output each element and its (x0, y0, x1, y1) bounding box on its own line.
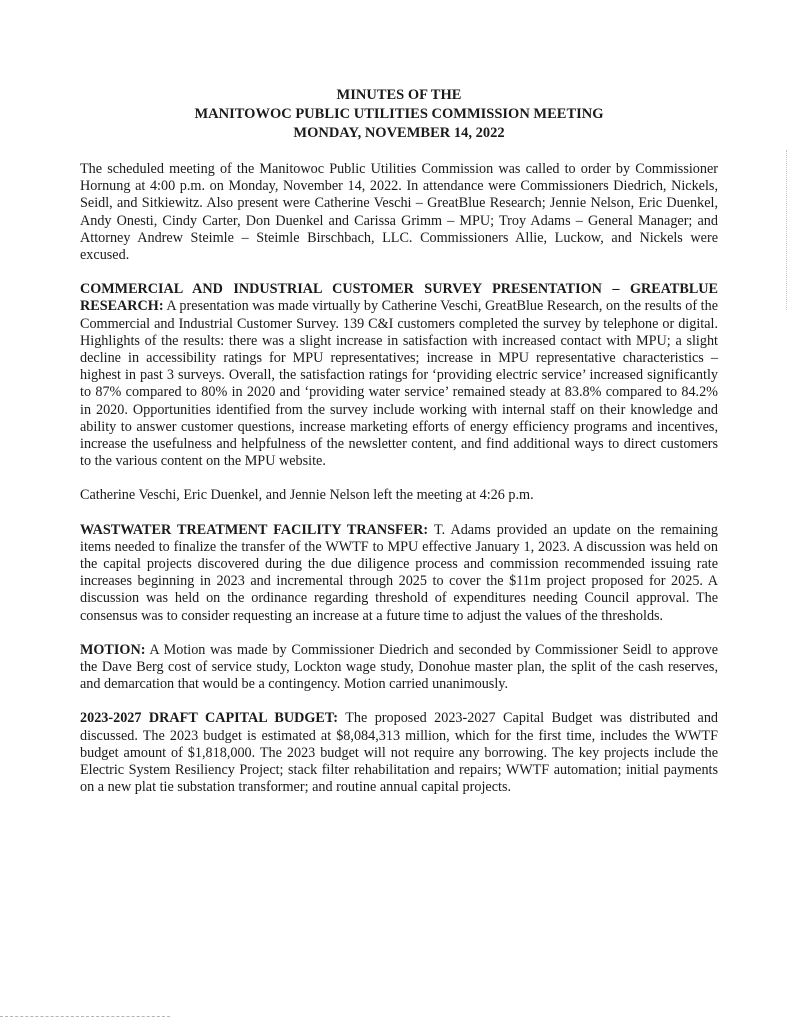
left-meeting-paragraph: Catherine Veschi, Eric Duenkel, and Jennie Nelson left the meeting at 4:26 p.m. (80, 487, 534, 504)
intro-paragraph: The scheduled meeting of the Manitowoc Public Utilities Commission was called to order by Commissioner Hornung at 4:00 p.m. on Monday, November 14, 2022. In attendance were Commissioners Diedrich, Nickels, Seidl, and Sitkiewitz. Also present were Catherine Veschi – GreatBlue Research; Jennie Nelson, Eric Duenkel, Andy Onesti, Cindy Carter, Don Duenkel and Carissa Grimm – MPU; Troy Adams – General Manager; and Attorney Andrew Steimle – Steimle Birschbach, LLC. Commissioners Allie, Luckow, and Nickels were excused. (80, 161, 718, 264)
survey-body: A presentation was made virtually by Catherine Veschi, GreatBlue Research, on the results of the Commercial and Industrial Customer Survey. 139 C&I customers completed the survey by telephone or digital. Highlights of the results: there was a slight increase in satisfaction with increased contact with MPU; a slight decline in accessibility ratings for MPU representatives; increase in MPU representative characteristics – highest in past 3 surveys. Overall, the satisfaction ratings for ‘providing electric service’ increased significantly to 87% compared to 80% in 2020 and ‘providing water service’ remained steady at 83.8% compared to 84.2% in 2020. Opportunities identified from the survey include working with internal staff on their knowledge and ability to answer customer questions, increase marketing efforts of energy efficiency programs and incentives, increase the usefulness and helpfulness of the newsletter content, and find additional ways to direct customers to the various content on the MPU website. (80, 298, 718, 470)
survey-section (80, 281, 718, 470)
header-line-commission: MANITOWOC PUBLIC UTILITIES COMMISSION MEETING (194, 106, 604, 122)
scan-margin-marks (786, 150, 788, 310)
minutes-page (80, 86, 718, 814)
motion-heading: MOTION: (80, 641, 146, 658)
document-header (80, 86, 718, 143)
budget-section (80, 710, 718, 796)
scan-footer-marks (0, 1013, 170, 1017)
wwtf-section (80, 522, 718, 625)
survey-heading: COMMERCIAL AND INDUSTRIAL CUSTOMER SURVEY PRESENTATION – GREATBLUE RESEARCH: (80, 281, 718, 315)
budget-body: The proposed 2023-2027 Capital Budget was distributed and discussed. The 2023 budget is estimated at $8,084,313 million, which for the first time, includes the WWTF budget amount of $1,818,000. The 2023 budget will not require any borrowing. The key projects include the Electric System Resiliency Project; stack filter rehabilitation and repairs; WWTF automation; initial payments on a new plat tie substation transformer; and routine annual capital projects. (80, 710, 719, 796)
wwtf-body: T. Adams provided an update on the remaining items needed to finalize the transfer of the WWTF to MPU effective January 1, 2023. A discussion was held on the capital projects discovered during the due diligence process and commission recommended issuing rate increases beginning in 2023 and incremental through 2025 to cover the $11m project proposed for 2025. A discussion was held on the ordinance regarding threshold of expenditures needing Council approval. The consensus was to consider requesting an increase at a future time to adjust the values of the thresholds. (80, 521, 718, 624)
budget-heading: 2023-2027 DRAFT CAPITAL BUDGET: (80, 710, 339, 727)
header-line-date: MONDAY, NOVEMBER 14, 2022 (293, 125, 505, 141)
motion-section (80, 642, 718, 694)
wwtf-heading: WASTWATER TREATMENT FACILITY TRANSFER: (80, 521, 429, 538)
motion-body: A Motion was made by Commissioner Diedrich and seconded by Commissioner Seidl to approve the Dave Berg cost of service study, Lockton wage study, Donohue master plan, the split of the cash reserves, and demarcation that would be a contingency. Motion carried unanimously. (80, 641, 718, 693)
header-line-minutes: MINUTES OF THE (336, 87, 462, 103)
